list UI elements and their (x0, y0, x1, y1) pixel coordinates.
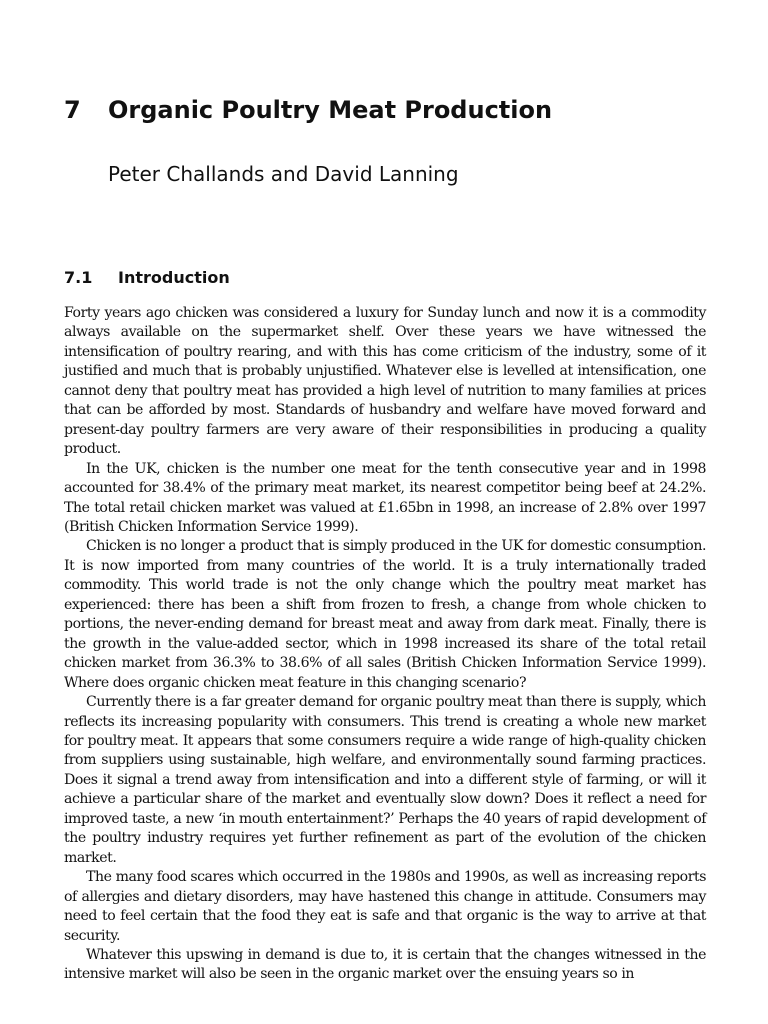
paragraph: Chicken is no longer a product that is simply produced in the UK for domestic consumption. It is now imported from many countries of the world. It is a truly internationally traded commodity. This world trade is not the only change which the poultry meat market has experienced: there has been a shift from frozen to fresh, a change from whole chicken to portions, the never-ending demand for breast meat and away from dark meat. Finally, there is the growth in the value-added sector, which in 1998 increased its share of the total retail chicken market from 36.3% to 38.6% of all sales (British Chicken Information Service 1999). Where does organic chicken meat feature in this changing scenario? (64, 538, 706, 691)
chapter-authors: Peter Challands and David Lanning (108, 162, 459, 186)
chapter-title: Organic Poultry Meat Production (108, 96, 553, 124)
paragraph: Forty years ago chicken was considered a luxury for Sunday lunch and now it is a commodity always available on the supermarket shelf. Over these years we have witnessed the intensification of poultry rearing, and with this has come criticism of the industry, some of it justified and much that is probably unjustified. Whatever else is levelled at intensification, one cannot deny that poultry meat has provided a high level of nutrition to many families at prices that can be afforded by most. Standards of husbandry and welfare have moved forward and present-day poultry farmers are very aware of their responsibilities in producing a quality product. (64, 305, 706, 458)
chapter-number: 7 (64, 96, 81, 124)
section-heading (64, 266, 230, 290)
paragraph: The many food scares which occurred in the 1980s and 1990s, as well as increasing reports of allergies and dietary disorders, may have hastened this change in attitude. Consumers may need to feel certain that the food they eat is safe and that organic is the way to arrive at that security. (64, 869, 706, 944)
chapter-heading (64, 93, 552, 127)
paragraph: Whatever this upswing in demand is due to, it is certain that the changes witnessed in the intensive market will also be seen in the organic market over the ensuing years so in (64, 946, 706, 983)
section-number: 7.1 (64, 268, 93, 287)
paragraph: Currently there is a far greater demand for organic poultry meat than there is supply, which reflects its increasing popularity with consumers. This trend is creating a whole new market for poultry meat. It appears that some consumers require a wide range of high-quality chicken from suppliers using sustainable, high welfare, and environmentally sound farming practices. Does it signal a trend away from intensification and into a different style of farming, or will it achieve a particular share of the market and eventually slow down? Does it reflect a need for improved taste, a new ‘in mouth entertainment?’ Perhaps the 40 years of rapid development of the poultry industry requires yet further refinement as part of the evolution of the chicken market. (64, 694, 706, 866)
body-text (64, 304, 706, 985)
paragraph: In the UK, chicken is the number one meat for the tenth consecutive year and in 1998 accounted for 38.4% of the primary meat market, its nearest competitor being beef at 24.2%. The total retail chicken market was valued at £1.65bn in 1998, an increase of 2.8% over 1997 (British Chicken Information Service 1999). (64, 460, 706, 535)
section-title: Introduction (118, 268, 230, 287)
